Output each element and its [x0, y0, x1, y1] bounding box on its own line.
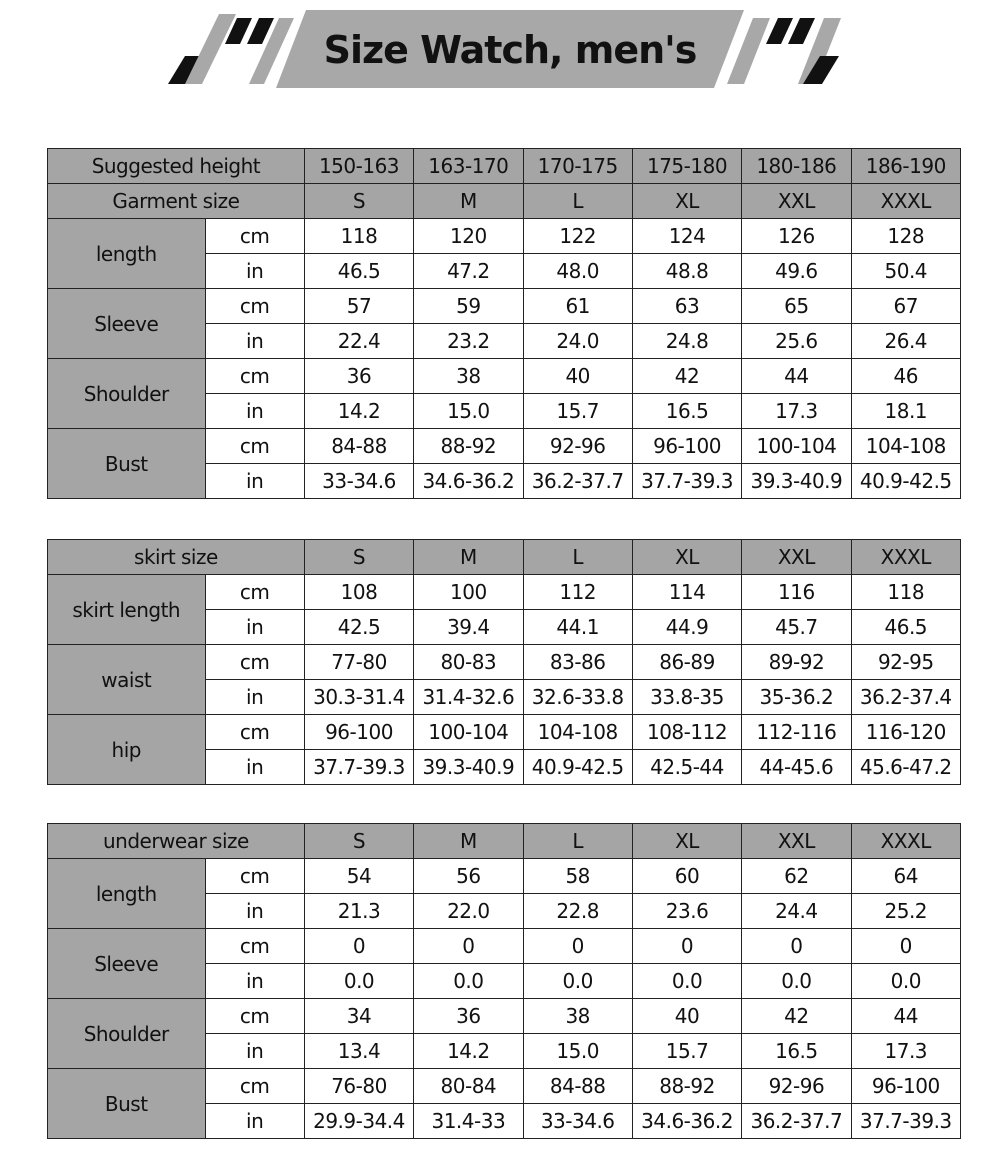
value-cell: 40 [632, 999, 741, 1034]
table-row [48, 289, 961, 324]
unit-cell: cm [205, 929, 304, 964]
value-cell: 36.2-37.7 [523, 464, 632, 499]
value-cell: 116 [742, 575, 851, 610]
value-cell: 80-83 [414, 645, 523, 680]
value-cell: 0.0 [632, 964, 741, 999]
skirt-size-row-cell: XXXL [851, 540, 960, 575]
value-cell: 104-108 [523, 715, 632, 750]
underwear-size-row-cell: XXXL [851, 824, 960, 859]
underwear-size-table [47, 823, 961, 1139]
unit-cell: cm [205, 289, 304, 324]
value-cell: 33-34.6 [304, 464, 413, 499]
value-cell: 0 [304, 929, 413, 964]
table-row [48, 1069, 961, 1104]
value-cell: 0.0 [851, 964, 960, 999]
top-size-table [47, 148, 961, 499]
suggested-height-row-cell: 180-186 [742, 149, 851, 184]
value-cell: 23.2 [414, 324, 523, 359]
unit-cell: cm [205, 575, 304, 610]
unit-cell: cm [205, 219, 304, 254]
value-cell: 36 [414, 999, 523, 1034]
value-cell: 17.3 [742, 394, 851, 429]
unit-cell: cm [205, 645, 304, 680]
value-cell: 92-96 [742, 1069, 851, 1104]
table-row [48, 645, 961, 680]
value-cell: 48.8 [632, 254, 741, 289]
value-cell: 57 [304, 289, 413, 324]
page-title: Size Watch, men's [323, 28, 697, 72]
measure-label: Sleeve [48, 289, 206, 359]
value-cell: 88-92 [632, 1069, 741, 1104]
suggested-height-row-cell: 163-170 [414, 149, 523, 184]
value-cell: 42 [742, 999, 851, 1034]
value-cell: 59 [414, 289, 523, 324]
value-cell: 33-34.6 [523, 1104, 632, 1139]
value-cell: 42.5-44 [632, 750, 741, 785]
value-cell: 118 [304, 219, 413, 254]
value-cell: 33.8-35 [632, 680, 741, 715]
value-cell: 0 [851, 929, 960, 964]
garment-size-row-cell: XXL [742, 184, 851, 219]
value-cell: 21.3 [304, 894, 413, 929]
value-cell: 38 [523, 999, 632, 1034]
value-cell: 44.9 [632, 610, 741, 645]
unit-cell: cm [205, 429, 304, 464]
measure-label: Bust [48, 1069, 206, 1139]
value-cell: 46.5 [304, 254, 413, 289]
measure-label: waist [48, 645, 206, 715]
value-cell: 114 [632, 575, 741, 610]
table-row [48, 575, 961, 610]
slash-right-2 [766, 18, 793, 44]
value-cell: 100-104 [742, 429, 851, 464]
suggested-height-row [48, 149, 961, 184]
value-cell: 86-89 [632, 645, 741, 680]
value-cell: 44.1 [523, 610, 632, 645]
value-cell: 100-104 [414, 715, 523, 750]
value-cell: 23.6 [632, 894, 741, 929]
value-cell: 16.5 [742, 1034, 851, 1069]
value-cell: 100 [414, 575, 523, 610]
value-cell: 15.7 [523, 394, 632, 429]
value-cell: 112 [523, 575, 632, 610]
underwear-size-row-cell: XL [632, 824, 741, 859]
value-cell: 22.0 [414, 894, 523, 929]
underwear-size-row-cell: L [523, 824, 632, 859]
value-cell: 16.5 [632, 394, 741, 429]
value-cell: 67 [851, 289, 960, 324]
value-cell: 44 [851, 999, 960, 1034]
table-row [48, 859, 961, 894]
unit-cell: cm [205, 359, 304, 394]
measure-label: Bust [48, 429, 206, 499]
table-row [48, 929, 961, 964]
unit-cell: cm [205, 999, 304, 1034]
value-cell: 24.4 [742, 894, 851, 929]
suggested-height-row-cell: 170-175 [523, 149, 632, 184]
value-cell: 39.4 [414, 610, 523, 645]
unit-cell: in [205, 324, 304, 359]
garment-size-row [48, 184, 961, 219]
suggested-height-row-label: Suggested height [48, 149, 305, 184]
value-cell: 14.2 [304, 394, 413, 429]
underwear-size-row-label: underwear size [48, 824, 305, 859]
value-cell: 88-92 [414, 429, 523, 464]
value-cell: 56 [414, 859, 523, 894]
value-cell: 49.6 [742, 254, 851, 289]
slash-right-3 [788, 18, 815, 44]
value-cell: 96-100 [851, 1069, 960, 1104]
value-cell: 13.4 [304, 1034, 413, 1069]
value-cell: 46.5 [851, 610, 960, 645]
value-cell: 37.7-39.3 [632, 464, 741, 499]
value-cell: 34 [304, 999, 413, 1034]
value-cell: 44-45.6 [742, 750, 851, 785]
value-cell: 126 [742, 219, 851, 254]
unit-cell: in [205, 1104, 304, 1139]
value-cell: 36.2-37.4 [851, 680, 960, 715]
table-row [48, 359, 961, 394]
skirt-size-table [47, 539, 961, 785]
value-cell: 60 [632, 859, 741, 894]
value-cell: 50.4 [851, 254, 960, 289]
underwear-size-row-cell: M [414, 824, 523, 859]
measure-label: Shoulder [48, 359, 206, 429]
value-cell: 118 [851, 575, 960, 610]
slash-left-2 [185, 14, 236, 84]
suggested-height-row-cell: 186-190 [851, 149, 960, 184]
unit-cell: in [205, 254, 304, 289]
value-cell: 0 [414, 929, 523, 964]
value-cell: 24.8 [632, 324, 741, 359]
value-cell: 22.4 [304, 324, 413, 359]
value-cell: 116-120 [851, 715, 960, 750]
unit-cell: cm [205, 715, 304, 750]
value-cell: 31.4-33 [414, 1104, 523, 1139]
measure-label: Sleeve [48, 929, 206, 999]
value-cell: 77-80 [304, 645, 413, 680]
value-cell: 108-112 [632, 715, 741, 750]
value-cell: 42.5 [304, 610, 413, 645]
value-cell: 25.6 [742, 324, 851, 359]
value-cell: 76-80 [304, 1069, 413, 1104]
value-cell: 96-100 [632, 429, 741, 464]
underwear-size-row-cell: XXL [742, 824, 851, 859]
value-cell: 89-92 [742, 645, 851, 680]
suggested-height-row-cell: 175-180 [632, 149, 741, 184]
value-cell: 63 [632, 289, 741, 324]
garment-size-row-cell: M [414, 184, 523, 219]
skirt-size-row [48, 540, 961, 575]
skirt-size-row-cell: S [304, 540, 413, 575]
value-cell: 36.2-37.7 [742, 1104, 851, 1139]
value-cell: 36 [304, 359, 413, 394]
value-cell: 24.0 [523, 324, 632, 359]
value-cell: 84-88 [523, 1069, 632, 1104]
value-cell: 39.3-40.9 [742, 464, 851, 499]
value-cell: 39.3-40.9 [414, 750, 523, 785]
value-cell: 22.8 [523, 894, 632, 929]
value-cell: 15.7 [632, 1034, 741, 1069]
value-cell: 42 [632, 359, 741, 394]
value-cell: 124 [632, 219, 741, 254]
value-cell: 15.0 [414, 394, 523, 429]
garment-size-row-cell: XXXL [851, 184, 960, 219]
unit-cell: cm [205, 859, 304, 894]
value-cell: 18.1 [851, 394, 960, 429]
value-cell: 96-100 [304, 715, 413, 750]
skirt-size-row-cell: XXL [742, 540, 851, 575]
unit-cell: in [205, 894, 304, 929]
garment-size-row-cell: L [523, 184, 632, 219]
value-cell: 61 [523, 289, 632, 324]
table-row [48, 999, 961, 1034]
value-cell: 31.4-32.6 [414, 680, 523, 715]
value-cell: 34.6-36.2 [632, 1104, 741, 1139]
value-cell: 0 [523, 929, 632, 964]
skirt-size-row-cell: XL [632, 540, 741, 575]
value-cell: 0.0 [523, 964, 632, 999]
unit-cell: in [205, 1034, 304, 1069]
value-cell: 30.3-31.4 [304, 680, 413, 715]
value-cell: 47.2 [414, 254, 523, 289]
garment-size-row-cell: S [304, 184, 413, 219]
table-row [48, 219, 961, 254]
value-cell: 40 [523, 359, 632, 394]
value-cell: 34.6-36.2 [414, 464, 523, 499]
value-cell: 0 [632, 929, 741, 964]
value-cell: 54 [304, 859, 413, 894]
value-cell: 92-95 [851, 645, 960, 680]
unit-cell: in [205, 610, 304, 645]
value-cell: 45.6-47.2 [851, 750, 960, 785]
value-cell: 108 [304, 575, 413, 610]
value-cell: 48.0 [523, 254, 632, 289]
value-cell: 45.7 [742, 610, 851, 645]
value-cell: 65 [742, 289, 851, 324]
skirt-size-row-cell: M [414, 540, 523, 575]
value-cell: 40.9-42.5 [851, 464, 960, 499]
value-cell: 29.9-34.4 [304, 1104, 413, 1139]
value-cell: 44 [742, 359, 851, 394]
value-cell: 17.3 [851, 1034, 960, 1069]
underwear-size-row-cell: S [304, 824, 413, 859]
measure-label: length [48, 219, 206, 289]
value-cell: 92-96 [523, 429, 632, 464]
measure-label: skirt length [48, 575, 206, 645]
suggested-height-row-cell: 150-163 [304, 149, 413, 184]
value-cell: 0 [742, 929, 851, 964]
unit-cell: in [205, 964, 304, 999]
value-cell: 0.0 [304, 964, 413, 999]
value-cell: 35-36.2 [742, 680, 851, 715]
value-cell: 25.2 [851, 894, 960, 929]
unit-cell: in [205, 464, 304, 499]
value-cell: 80-84 [414, 1069, 523, 1104]
title-banner [0, 0, 1000, 100]
value-cell: 120 [414, 219, 523, 254]
skirt-size-row-cell: L [523, 540, 632, 575]
value-cell: 58 [523, 859, 632, 894]
garment-size-row-label: Garment size [48, 184, 305, 219]
value-cell: 0.0 [742, 964, 851, 999]
value-cell: 15.0 [523, 1034, 632, 1069]
value-cell: 37.7-39.3 [304, 750, 413, 785]
value-cell: 0.0 [414, 964, 523, 999]
measure-label: Shoulder [48, 999, 206, 1069]
value-cell: 38 [414, 359, 523, 394]
value-cell: 128 [851, 219, 960, 254]
value-cell: 83-86 [523, 645, 632, 680]
value-cell: 104-108 [851, 429, 960, 464]
value-cell: 26.4 [851, 324, 960, 359]
garment-size-row-cell: XL [632, 184, 741, 219]
value-cell: 64 [851, 859, 960, 894]
value-cell: 84-88 [304, 429, 413, 464]
value-cell: 62 [742, 859, 851, 894]
unit-cell: in [205, 680, 304, 715]
value-cell: 122 [523, 219, 632, 254]
unit-cell: cm [205, 1069, 304, 1104]
underwear-size-row [48, 824, 961, 859]
unit-cell: in [205, 394, 304, 429]
skirt-size-row-label: skirt size [48, 540, 305, 575]
table-row [48, 715, 961, 750]
unit-cell: in [205, 750, 304, 785]
value-cell: 46 [851, 359, 960, 394]
measure-label: length [48, 859, 206, 929]
value-cell: 14.2 [414, 1034, 523, 1069]
value-cell: 40.9-42.5 [523, 750, 632, 785]
table-row [48, 429, 961, 464]
value-cell: 37.7-39.3 [851, 1104, 960, 1139]
measure-label: hip [48, 715, 206, 785]
value-cell: 112-116 [742, 715, 851, 750]
value-cell: 32.6-33.8 [523, 680, 632, 715]
